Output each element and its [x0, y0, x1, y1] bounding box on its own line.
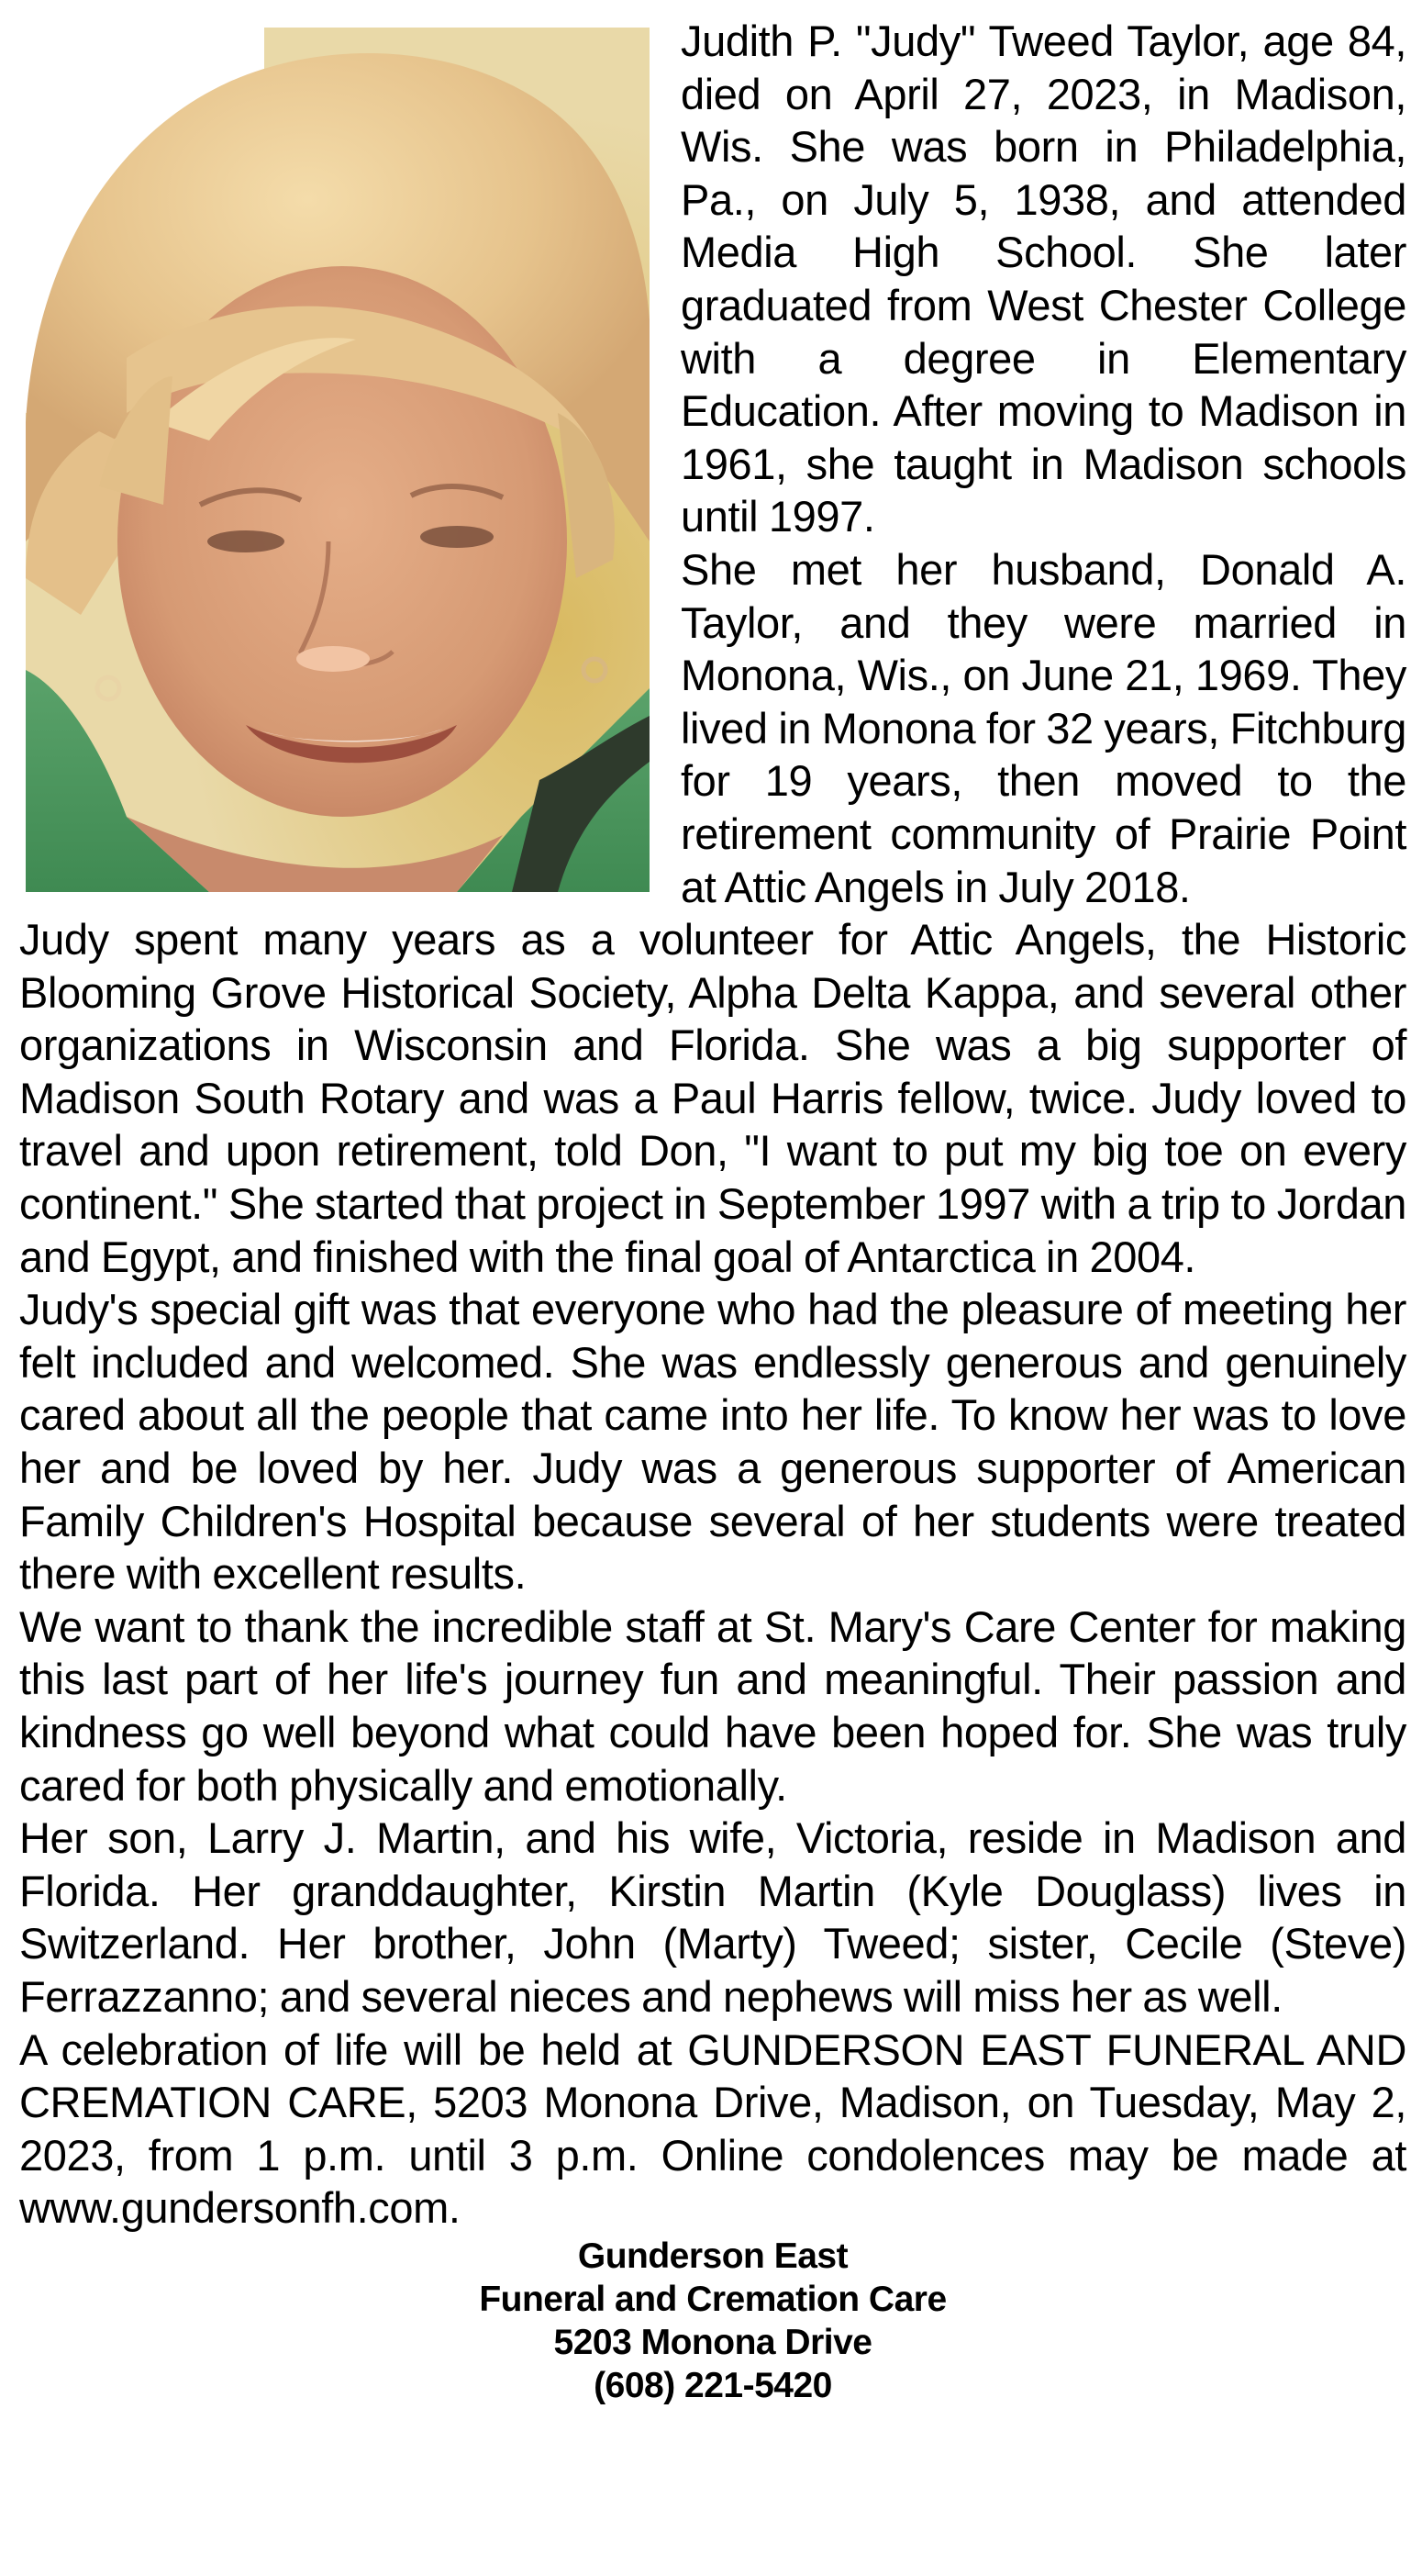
funeral-home-name-line2: Funeral and Cremation Care [479, 2279, 947, 2319]
portrait-image [26, 28, 650, 892]
funeral-home-phone: (608) 221-5420 [594, 2365, 832, 2405]
paragraph-marriage: She met her husband, Donald A. Taylor, and they were married in Monona, Wis., on June 21, 1969. They lived in Monona for 32 years, Fitchburg for 19 years, then moved to the retirement community of Prairie Point at Attic Angels in July 2018. [681, 544, 1406, 911]
funeral-home-name-line1: Gunderson East [577, 2236, 849, 2276]
paragraph-thanks: We want to thank the incredible staff at St. Mary's Care Center for making this last part of her life's journey fun and meaningful. Their passion and kindness go well beyond what could have been hoped for. She was truly cared for both physically and emotionally. [19, 1601, 1406, 1810]
funeral-home-block [19, 2235, 1406, 2407]
paragraph-biography: Judith P. "Judy" Tweed Taylor, age 84, died on April 27, 2023, in Madison, Wis. She was born in Philadelphia, Pa., on July 5, 1938, and attended Media High School. She later graduated from West Chester College with a degree in Elementary Education. After moving to Madison in 1961, she taught in Madison schools until 1997. [681, 17, 1406, 541]
paragraph-survivors: Her son, Larry J. Martin, and his wife, Victoria, reside in Madison and Florida. Her granddaughter, Kirstin Martin (Kyle Douglass) lives in Switzerland. Her brother, John (Marty) Tweed; sister, Cecile (Steve) Ferrazzanno; and several nieces and nephews will miss her as well. [19, 1813, 1406, 2021]
paragraph-volunteering: Judy spent many years as a volunteer for Attic Angels, the Historic Blooming Grove Historical Society, Alpha Delta Kappa, and several other organizations in Wisconsin and Florida. She was a big supporter of Madison South Rotary and was a Paul Harris fellow, twice. Judy loved to travel and upon retirement, told Don, "I want to put my big toe on every continent." She started that project in September 1997 with a trip to Jordan and Egypt, and finished with the final goal of Antarctica in 2004. [19, 915, 1406, 1281]
paragraph-character: Judy's special gift was that everyone who had the pleasure of meeting her felt included and welcomed. She was endlessly generous and genuinely cared about all the people that came into her life. To know her was to love her and be loved by her. Judy was a generous supporter of American Family Children's Hospital because several of her students were treated there with excellent results. [19, 1285, 1406, 1599]
portrait-photo [26, 28, 650, 892]
funeral-home-address: 5203 Monona Drive [553, 2322, 872, 2362]
paragraph-service: A celebration of life will be held at GUNDERSON EAST FUNERAL AND CREMATION CARE, 5203 Monona Drive, Madison, on Tuesday, May 2, 2023, from 1 p.m. until 3 p.m. Online condolences may be made at www.gundersonfh.com. [19, 2024, 1406, 2233]
obituary-page [19, 15, 1406, 2407]
